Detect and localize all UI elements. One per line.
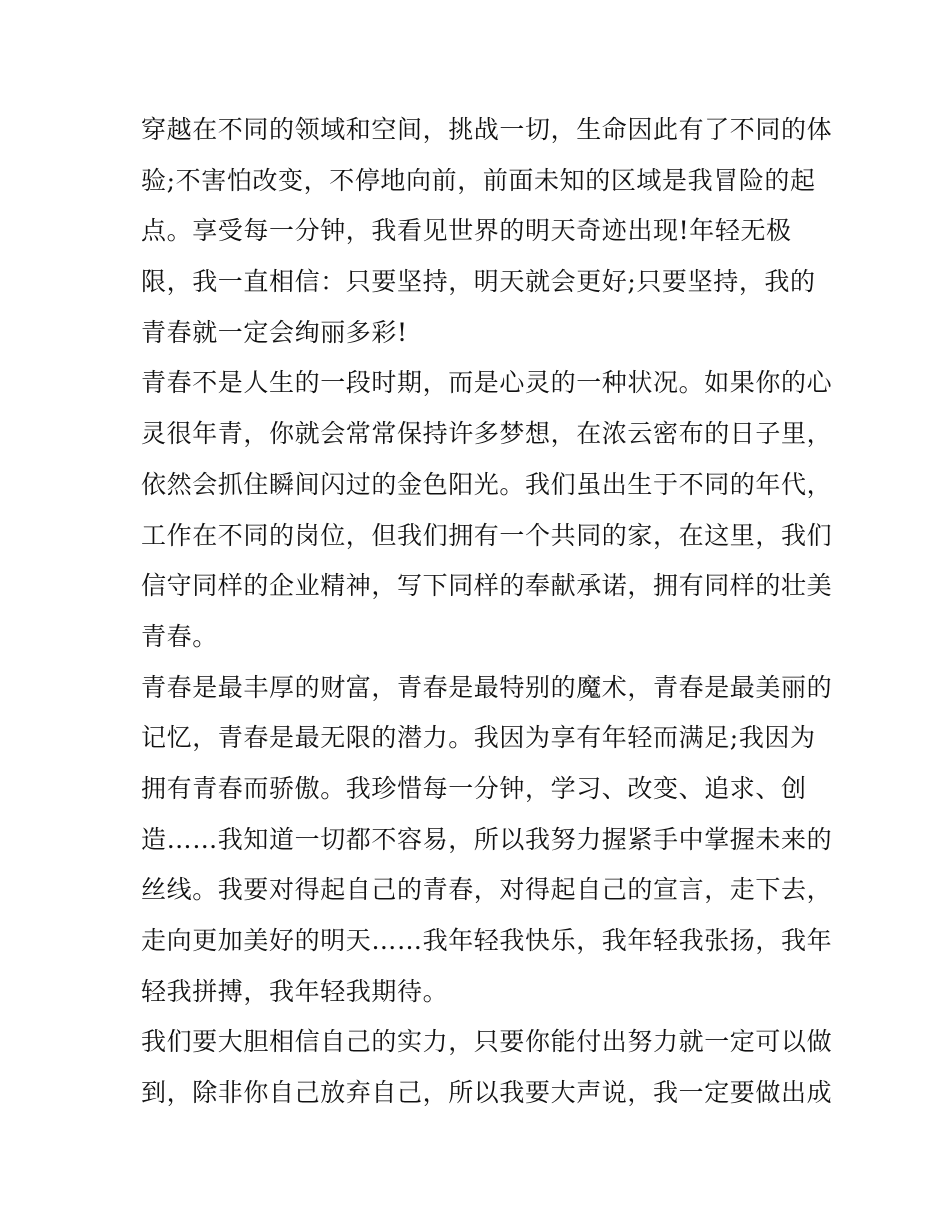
- text-line: 限，我一直相信：只要坚持，明天就会更好;只要坚持，我的: [141, 267, 816, 297]
- text-line: 丝线。我要对得起自己的青春，对得起自己的宣言，走下去，: [141, 875, 833, 905]
- body-text: [141, 105, 833, 1119]
- text-line: 造……我知道一切都不容易，所以我努力握紧手中掌握未来的: [141, 824, 833, 854]
- text-line: 我们要大胆相信自己的实力，只要你能付出努力就一定可以做: [141, 1027, 833, 1057]
- text-line: 到，除非你自己放弃自己，所以我要大声说，我一定要做出成: [141, 1078, 833, 1108]
- text-line: 青春是最丰厚的财富，青春是最特别的魔术，青春是最美丽的: [141, 672, 833, 702]
- text-line: 青春。: [141, 621, 218, 651]
- text-line: 点。享受每一分钟，我看见世界的明天奇迹出现!年轻无极: [141, 216, 792, 246]
- text-line: 信守同样的企业精神，写下同样的奉献承诺，拥有同样的壮美: [141, 571, 833, 601]
- text-line: 青春不是人生的一段时期，而是心灵的一种状况。如果你的心: [141, 368, 833, 398]
- text-line: 验;不害怕改变，不停地向前，前面未知的区域是我冒险的起: [141, 165, 816, 195]
- text-line: 青春就一定会绚丽多彩!: [141, 317, 408, 347]
- text-line: 轻我拼搏，我年轻我期待。: [141, 976, 449, 1006]
- text-line: 工作在不同的岗位，但我们拥有一个共同的家，在这里，我们: [141, 520, 833, 550]
- text-line: 灵很年青，你就会常常保持许多梦想，在浓云密布的日子里，: [141, 419, 833, 449]
- text-line: 穿越在不同的领域和空间，挑战一切，生命因此有了不同的体: [141, 115, 833, 144]
- text-line: 记忆，青春是最无限的潜力。我因为享有年轻而满足;我因为: [141, 723, 816, 753]
- text-line: 依然会抓住瞬间闪过的金色阳光。我们虽出生于不同的年代，: [141, 469, 833, 499]
- text-line: 拥有青春而骄傲。我珍惜每一分钟，学习、改变、追求、创: [141, 773, 807, 803]
- text-line: 走向更加美好的明天……我年轻我快乐，我年轻我张扬，我年: [141, 926, 833, 955]
